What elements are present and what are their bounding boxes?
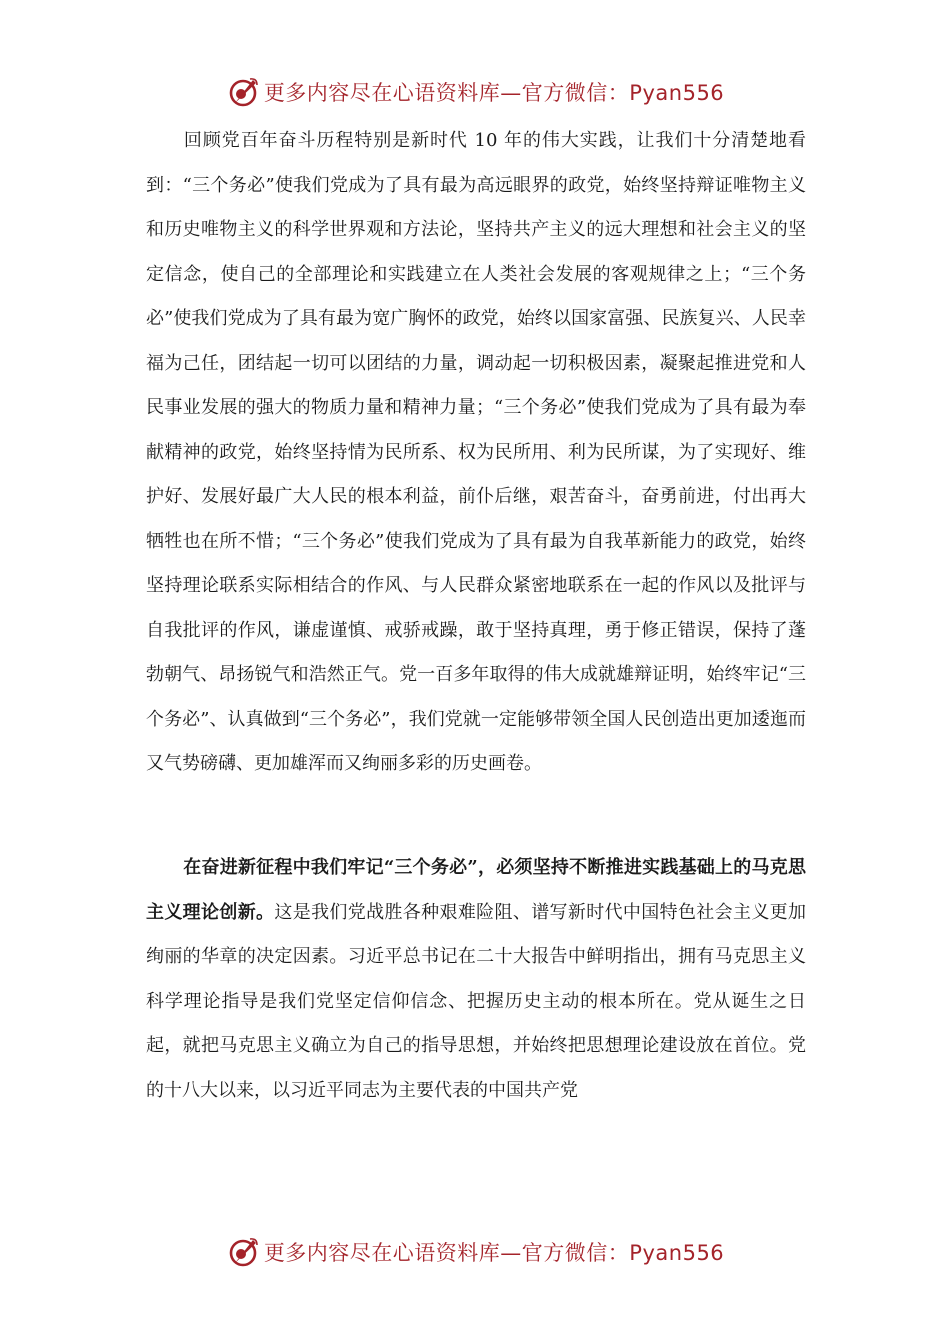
header-watermark-text: 更多内容尽在心语资料库—官方微信：Pyan556 <box>263 81 725 105</box>
paragraph-2 <box>146 846 806 1113</box>
footer-watermark <box>0 1232 950 1272</box>
header-watermark <box>0 72 950 112</box>
paragraph-2-text: 这是我们党战胜各种艰难险阻、谱写新时代中国特色社会主义更加绚丽的华章的决定因素。习近平总书记在二十大报告中鲜明指出，拥有马克思主义科学理论指导是我们党坚定信仰信念、把握历史主动的根本所在。党从诞生之日起，就把马克思主义确立为自己的指导思想，并始终把思想理论建设放在首位。党的十八大以来，以习近平同志为主要代表的中国共产党 <box>146 901 807 1101</box>
paragraph-2-bold-lead: 在奋进新征程中我们牢记“三个务必”，必须坚持不断推进实践基础上的马克思主义理论创新。 <box>146 857 806 923</box>
paragraph-1-text: 回顾党百年奋斗历程特别是新时代 10 年的伟大实践，让我们十分清楚地看到：“三个务必”使我们党成为了具有最为高远眼界的政党，始终坚持辩证唯物主义和历史唯物主义的科学世界观和方法论，坚持共产主义的远大理想和社会主义的坚定信念，使自己的全部理论和实践建立在人类社会发展的客观规律之上；“三个务必”使我们党成为了具有最为宽广胸怀的政党，始终以国家富强、民族复兴、人民幸福为己任，团结起一切可以团结的力量，调动起一切积极因素，凝聚起推进党和人民事业发展的强大的物质力量和精神力量；“三个务必”使我们党成为了具有最为奉献精神的政党，始终坚持情为民所系、权为民所用、利为民所谋，为了实现好、维护好、发展好最广大人民的根本利益，前仆后继，艰苦奋斗，奋勇前进，付出再大牺牲也在所不惜；“三个务必”使我们党成为了具有最为自我革新能力的政党，始终坚持理论联系实际相结合的作风、与人民群众紧密地联系在一起的作风以及批评与自我批评的作风，谦虚谨慎、戒骄戒躁，敢于坚持真理，勇于修正错误，保持了蓬勃朝气、昂扬锐气和浩然正气。党一百多年取得的伟大成就雄辩证明，始终牢记“三个务必”、认真做到“三个务必”，我们党就一定能够带领全国人民创造出更加逶迤而又气势磅礴、更加雄浑而又绚丽多彩的历史画卷。 <box>146 130 806 774</box>
footer-watermark-text: 更多内容尽在心语资料库—官方微信：Pyan556 <box>263 1241 725 1265</box>
quill-seal-icon <box>226 1235 260 1269</box>
paragraph-1 <box>146 119 806 787</box>
quill-seal-icon <box>226 75 260 109</box>
